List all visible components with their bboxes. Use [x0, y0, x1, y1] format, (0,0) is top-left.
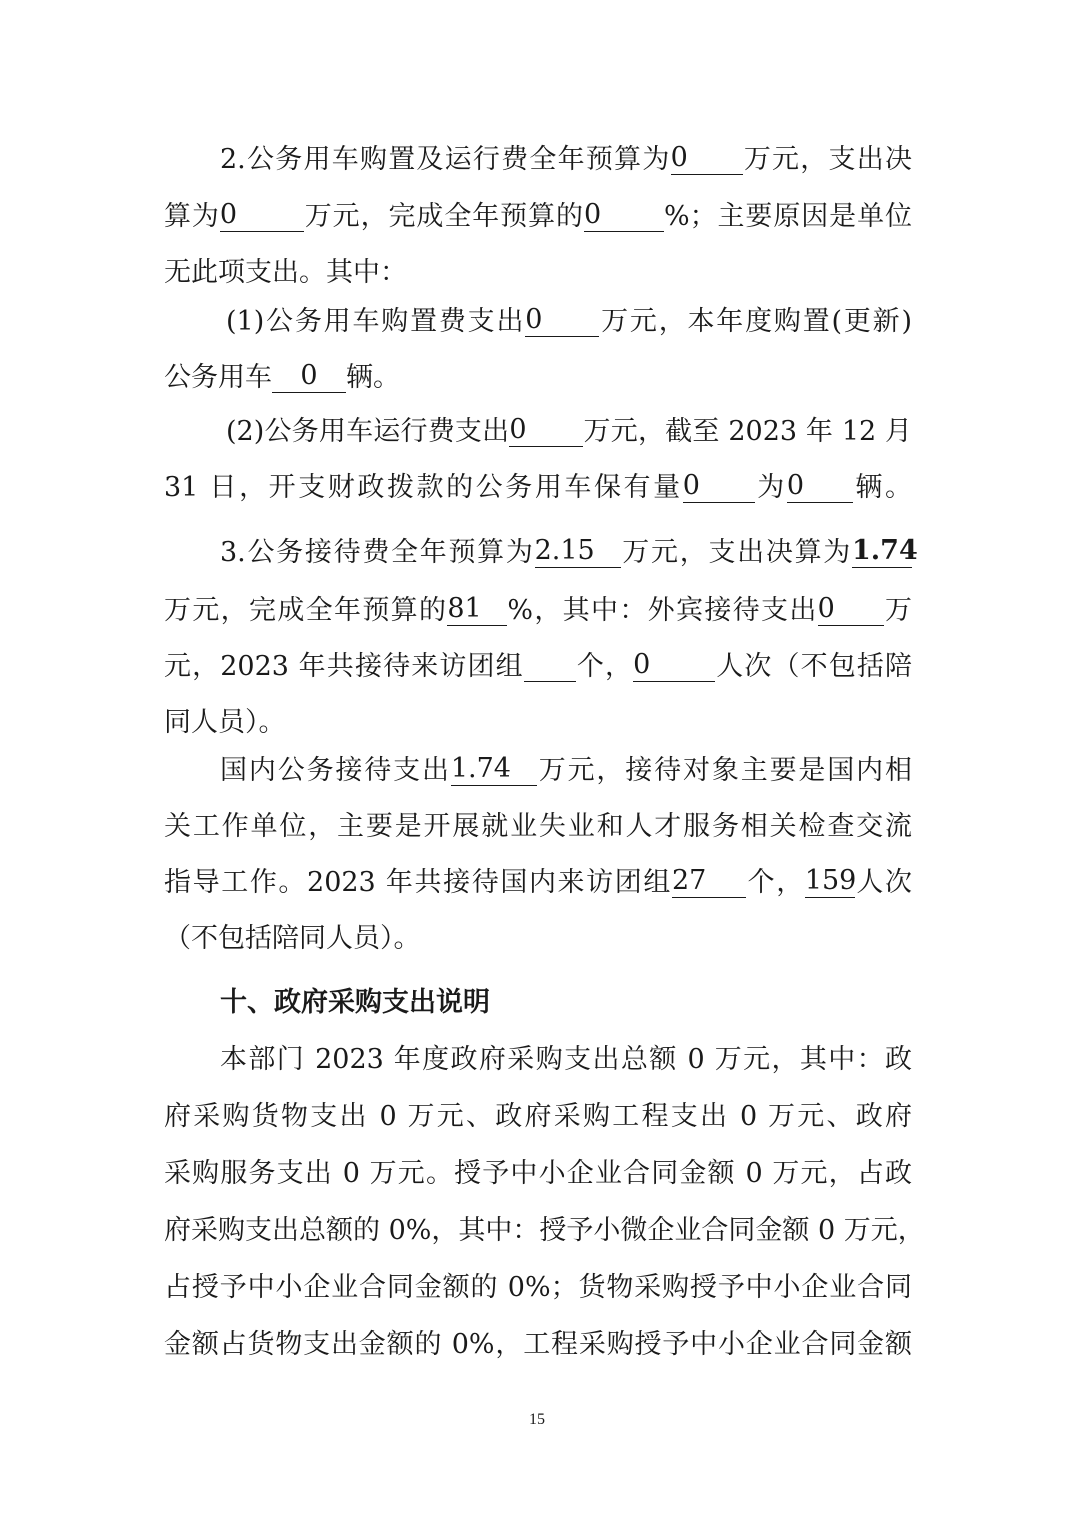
purchase-line-1: (1)公务用车购置费支出0 万元，本年度购置(更新)	[226, 304, 912, 337]
procurement-line: 府采购支出总额的 0%，其中：授予小微企业合同金额 0 万元，	[164, 1215, 925, 1246]
reception-actual: 1.74	[852, 535, 918, 566]
page-number: 15	[529, 1411, 545, 1428]
domestic-groups: 27	[672, 866, 746, 898]
vehicle-budget: 0	[671, 143, 743, 175]
procurement-line: 府采购货物支出 0 万元、政府采购工程支出 0 万元、政府	[164, 1101, 912, 1132]
foreign-persons: 0	[633, 650, 715, 682]
reception-line-3: 元，2023 年共接待来访团组 个，0 人次（不包括陪	[164, 649, 913, 682]
purchase-amount: 0	[525, 305, 599, 337]
vehicle-line-3: 无此项支出。其中：	[164, 257, 407, 288]
running-amount: 0	[509, 415, 583, 447]
domestic-line-3: 指导工作。2023 年共接待国内来访团组27 个，159人次	[164, 865, 913, 898]
vehicle-pct: 0	[584, 200, 664, 232]
foreign-groups	[524, 650, 576, 682]
reception-line-4: 同人员）。	[164, 707, 286, 738]
purchase-line-2: 公务用车 0 辆。	[164, 360, 400, 393]
reception-pct: 81	[447, 594, 507, 626]
holding-count-2: 0	[787, 471, 853, 503]
vehicle-line-1: 2.公务用车购置及运行费全年预算为0 万元，支出决	[220, 142, 913, 175]
domestic-line-4: （不包括陪同人员）。	[164, 923, 421, 954]
foreign-amount: 0	[818, 594, 884, 626]
procurement-line: 本部门 2023 年度政府采购支出总额 0 万元，其中：政	[220, 1044, 912, 1075]
vehicle-actual: 0	[220, 200, 304, 232]
running-line-2: 31 日，开支财政拨款的公务用车保有量0 为0 辆。	[164, 470, 913, 503]
domestic-persons: 159	[804, 865, 857, 896]
holding-count: 0	[683, 471, 755, 503]
section-heading: 十、政府采购支出说明	[220, 987, 490, 1018]
procurement-line: 采购服务支出 0 万元。授予中小企业合同金额 0 万元，占政	[164, 1158, 912, 1189]
purchase-count: 0	[272, 361, 346, 393]
domestic-line-1: 国内公务接待支出1.74 万元，接待对象主要是国内相	[220, 753, 913, 786]
reception-budget: 2.15	[535, 536, 621, 568]
running-line-1: (2)公务用车运行费支出0 万元，截至 2023 年 12 月	[226, 414, 913, 447]
procurement-line: 占授予中小企业合同金额的 0%；货物采购授予中小企业合同	[164, 1272, 912, 1303]
domestic-line-2: 关工作单位，主要是开展就业失业和人才服务相关检查交流	[164, 811, 912, 842]
reception-line-2: 万元，完成全年预算的81 %，其中：外宾接待支出0 万	[164, 593, 913, 626]
vehicle-line-2: 算为0 万元，完成全年预算的0 %；主要原因是单位	[164, 199, 913, 232]
reception-line-1: 3.公务接待费全年预算为2.15 万元，支出决算为1.74	[220, 535, 918, 568]
procurement-line: 金额占货物支出金额的 0%，工程采购授予中小企业合同金额	[164, 1329, 912, 1360]
domestic-amount: 1.74	[451, 754, 537, 786]
